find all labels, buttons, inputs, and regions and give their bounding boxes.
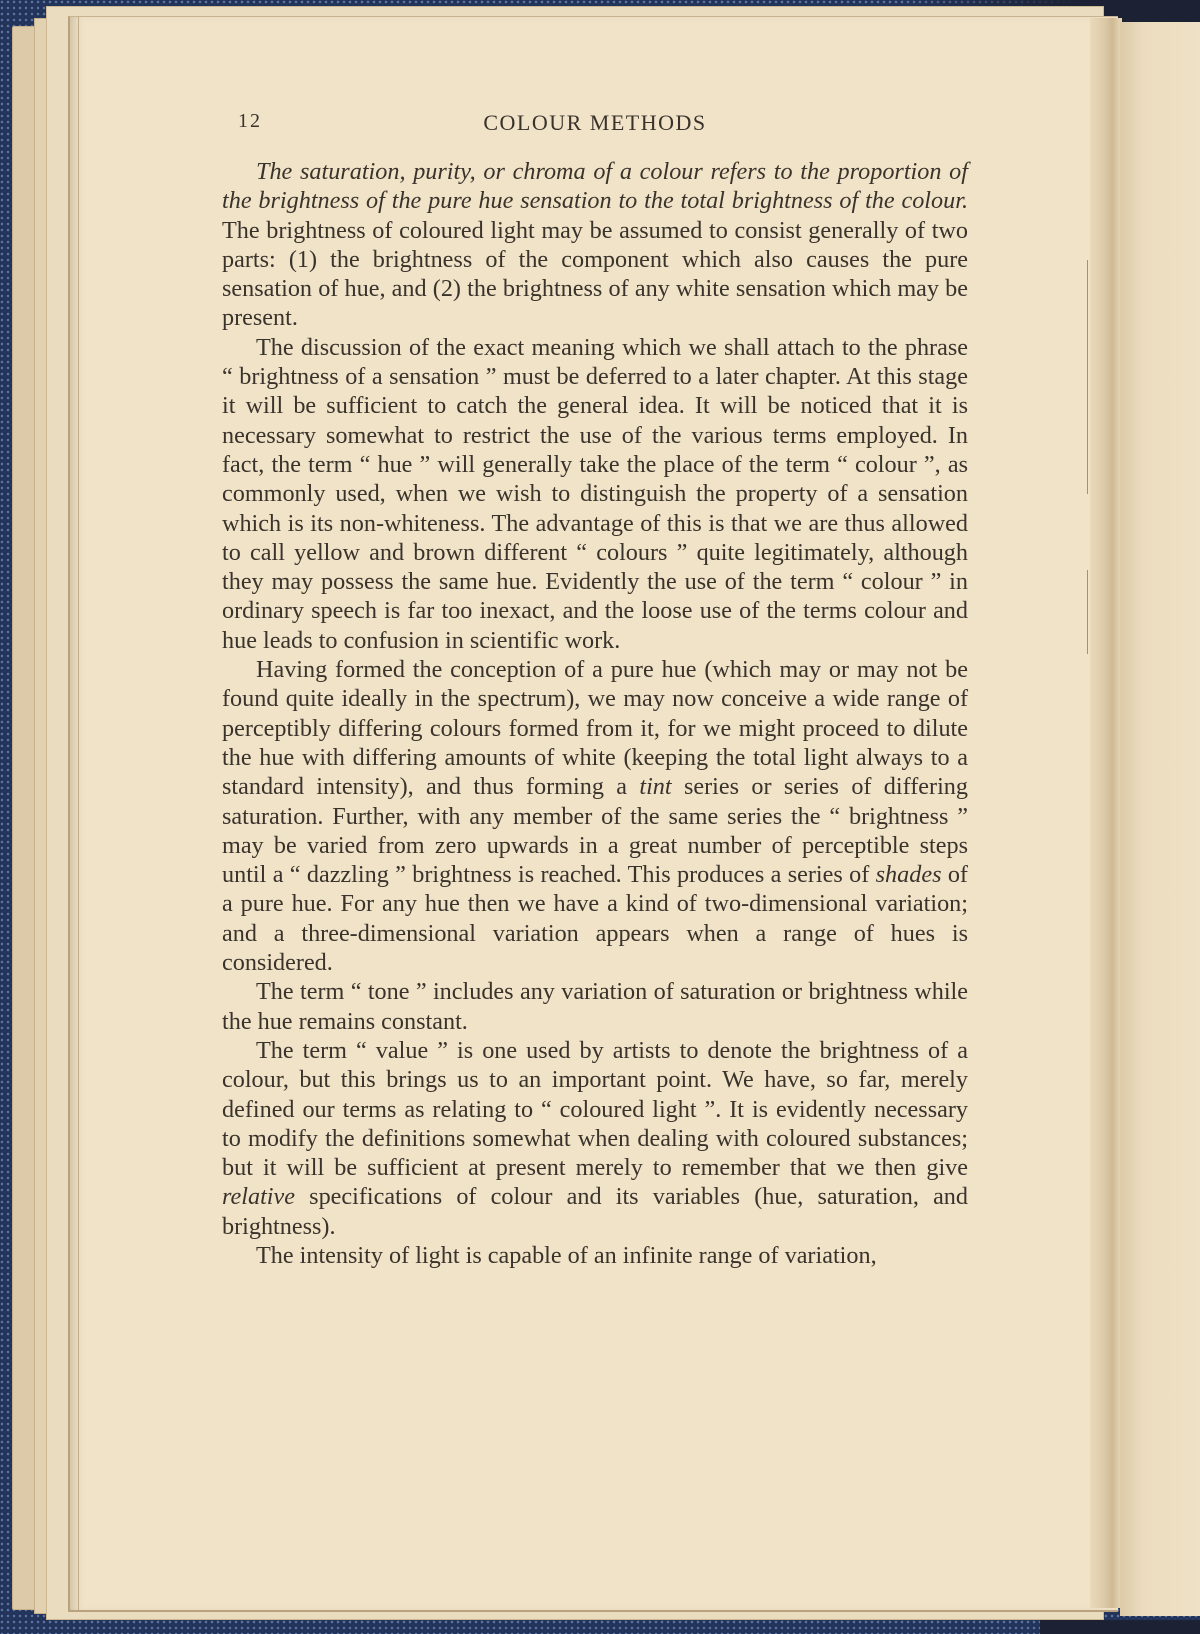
text-segment: Having formed the conception of a pure hue (which may or may not be found quite ideally in the spectrum), we may now conceive a wide range of perceptibly differing colours formed from it, for we might proceed to dilute the hue with differing amounts of white (keeping the total light always to a standard intensity), and thus forming a [222, 656, 968, 801]
text-segment-italic: shades [875, 861, 942, 889]
book-gutter [1090, 18, 1122, 1608]
text-segment: The brightness of coloured light may be assumed to consist generally of two parts: (1) the brightness of the component which also causes the pure sensation of hue, and (2) the brightness of any white sensation which may be present. [222, 216, 968, 332]
gutter-crease [1087, 260, 1088, 494]
text-segment: The intensity of light is capable of an infinite range of variation, [256, 1241, 877, 1269]
text-segment: of a pure hue. For any hue then we have a kind of two-dimensional variation; and a three-dimensional variation appears when a range of hues is considered. [222, 861, 968, 977]
text-segment: The term “ value ” is one used by artists to denote the brightness of a colour, but this brings us to an important point. We have, so far, merely defined our terms as relating to “ coloured light ”. It is evidently necessary to modify the definitions somewhat when dealing with coloured substances; but it will be sufficient at present merely to remember that we then give [222, 1036, 968, 1182]
cloth-cover-corner [1040, 1620, 1200, 1634]
text-segment: specifications of colour and its variables (hue, saturation, and brightness). [222, 1183, 968, 1240]
text-segment: The term “ tone ” includes any variation of saturation or brightness while the hue remains constant. [222, 978, 968, 1035]
paragraph [222, 1241, 968, 1270]
paragraph [222, 1036, 968, 1241]
page-number: 12 [238, 110, 262, 132]
running-head [222, 104, 968, 144]
text-segment: series or series of differing saturation. Further, with any member of the same series the “ brightness ” may be varied from zero upwards in a great number of perceptible steps until a “ dazzling ” brightness is reached. This produces a series of [222, 773, 968, 889]
paragraph [222, 655, 968, 977]
gutter-crease [1087, 570, 1088, 654]
paragraph [222, 977, 968, 1036]
text-segment: The discussion of the exact meaning which we shall attach to the phrase “ brightness of a sensation ” must be deferred to a later chapter. At this stage it will be sufficient to catch the general idea. It will be noticed that it is necessary somewhat to restrict the use of the various terms employed. In fact, the term “ hue ” will generally take the place of the term “ colour ”, as commonly used, when we wish to distinguish the property of a sensation which is its non-whiteness. The advantage of this is that we are thus allowed to call yellow and brown different “ colours ” quite legitimately, although they may possess the same hue. Evidently the use of the term “ colour ” in ordinary speech is far too inexact, and the loose use of the terms colour and hue leads to confusion in scientific work. [222, 333, 968, 654]
facing-page-edge [1120, 22, 1200, 1616]
paragraph [222, 157, 968, 333]
text-segment-italic: tint [639, 773, 672, 801]
body-text [222, 157, 968, 1270]
text-segment-italic: relative [222, 1183, 295, 1211]
running-title: COLOUR METHODS [483, 110, 707, 135]
text-segment-italic: The saturation, purity, or chroma of a colour refers to the proportion of the brightness of the pure hue sensation to the total brightness of the colour. [222, 158, 968, 215]
paragraph [222, 333, 968, 655]
page-content [222, 104, 968, 1270]
